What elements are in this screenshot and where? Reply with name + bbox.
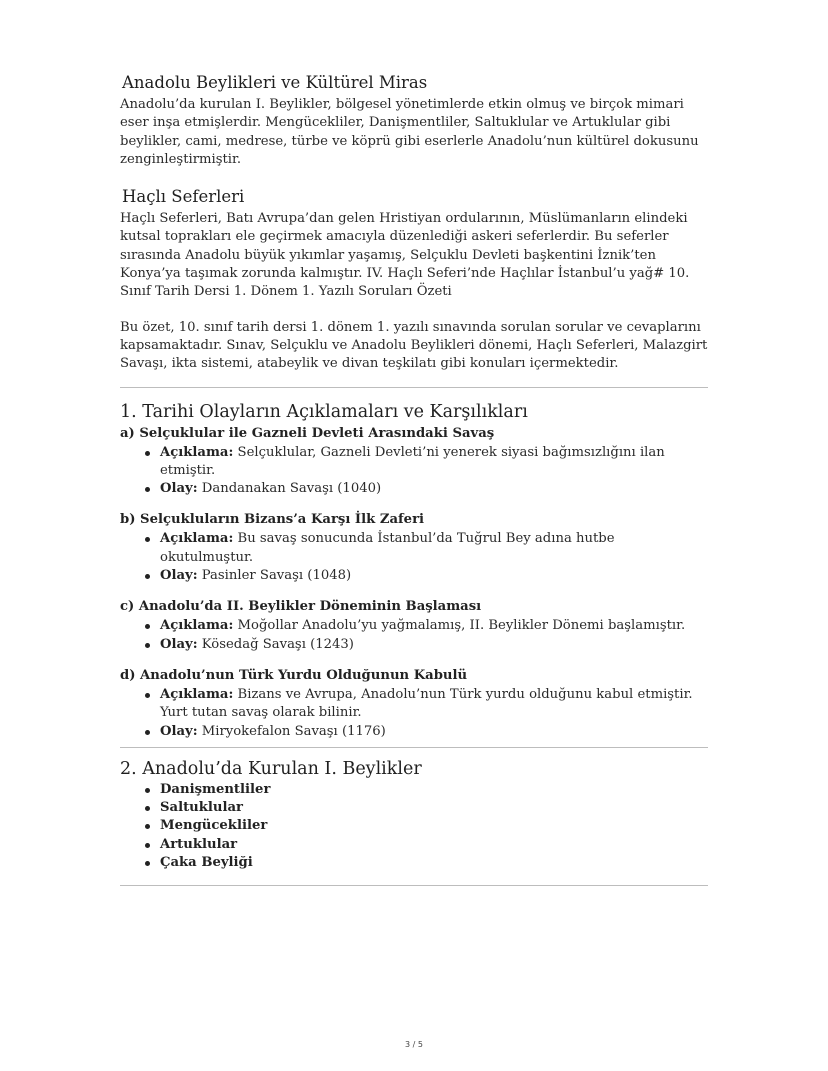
list-item: Açıklama: Bizans ve Avrupa, Anadolu’nun Türk yurdu olduğunu kabul etmiştir. Yurt tutan savaş olarak bilinir. [160, 686, 708, 723]
list-item: Artuklular [160, 836, 708, 854]
paragraph-beylikler-miras: Anadolu’da kurulan I. Beylikler, bölgesel yönetimlerde etkin olmuş ve birçok mimari eser inşa etmişlerdir. Mengücekliler, Danişmentliler, Saltuklular ve Artuklular gibi beylikler, cami, medrese, türbe ve köprü gibi eserlerle Anadolu’nun kültürel dokusunu zenginleştirmiştir. [120, 97, 699, 167]
event-list-c [120, 617, 708, 654]
event-list-a [120, 444, 708, 499]
section-title-hacli: Haçlı Seferleri [122, 187, 245, 207]
divider [120, 885, 708, 886]
list-item: Açıklama: Moğollar Anadolu’yu yağmalamış, II. Beylikler Dönemi başlamıştır. [160, 617, 708, 635]
event-list-d [120, 686, 708, 741]
list-item: Olay: Miryokefalon Savaşı (1176) [160, 723, 708, 741]
list-item: Saltuklular [160, 799, 708, 817]
beylik-list [120, 781, 708, 872]
section-title-beylikler-listesi: 2. Anadolu’da Kurulan I. Beylikler [120, 758, 422, 779]
list-item: Açıklama: Bu savaş sonucunda İstanbul’da Tuğrul Bey adına hutbe okutulmuştur. [160, 530, 708, 567]
section-title-tarihi-olaylar: 1. Tarihi Olayların Açıklamaları ve Karşılıkları [120, 401, 528, 422]
event-heading-c: c) Anadolu’da II. Beylikler Döneminin Başlaması [120, 599, 482, 615]
list-item: Olay: Dandanakan Savaşı (1040) [160, 480, 708, 498]
list-item: Olay: Pasinler Savaşı (1048) [160, 567, 708, 585]
paragraph-ozet: Bu özet, 10. sınıf tarih dersi 1. dönem 1. yazılı sınavında sorulan sorular ve cevaplarını kapsamaktadır. Sınav, Selçuklu ve Anadolu Beylikleri dönemi, Haçlı Seferleri, Malazgirt Savaşı, ikta sistemi, atabeylik ve divan teşkilatı gibi konuları içermektedir. [120, 319, 708, 372]
list-item: Çaka Beyliği [160, 854, 708, 872]
event-list-b [120, 530, 708, 585]
event-heading-d: d) Anadolu’nun Türk Yurdu Olduğunun Kabulü [120, 667, 468, 683]
document-page [120, 72, 708, 886]
paragraph-hacli: Haçlı Seferleri, Batı Avrupa’dan gelen Hristiyan ordularının, Müslümanların elindeki kutsal toprakları ele geçirmek amacıyla düzenlediği askeri seferlerdir. Bu seferler sırasında Anadolu büyük yıkımlar yaşamış, Selçuklu Devleti başkentini İznik’ten Konya’ya taşımak zorunda kalmıştır. IV. Haçlı Seferi’nde Haçlılar İstanbul’u yağ# 10. Sınıf Tarih Dersi 1. Dönem 1. Yazılı Soruları Özeti [120, 211, 690, 300]
list-item: Açıklama: Selçuklular, Gazneli Devleti’ni yenerek siyasi bağımsızlığını ilan etmiştir. [160, 444, 708, 481]
list-item: Danişmentliler [160, 781, 708, 799]
section-title-beylikler-miras: Anadolu Beylikleri ve Kültürel Miras [122, 73, 428, 92]
list-item: Mengücekliler [160, 817, 708, 835]
event-heading-b: b) Selçukluların Bizans’a Karşı İlk Zaferi [120, 512, 425, 528]
list-item: Olay: Kösedağ Savaşı (1243) [160, 636, 708, 654]
event-heading-a: a) Selçuklular ile Gazneli Devleti Arasındaki Savaş [120, 425, 495, 441]
page-number: 3 / 5 [405, 1040, 423, 1049]
